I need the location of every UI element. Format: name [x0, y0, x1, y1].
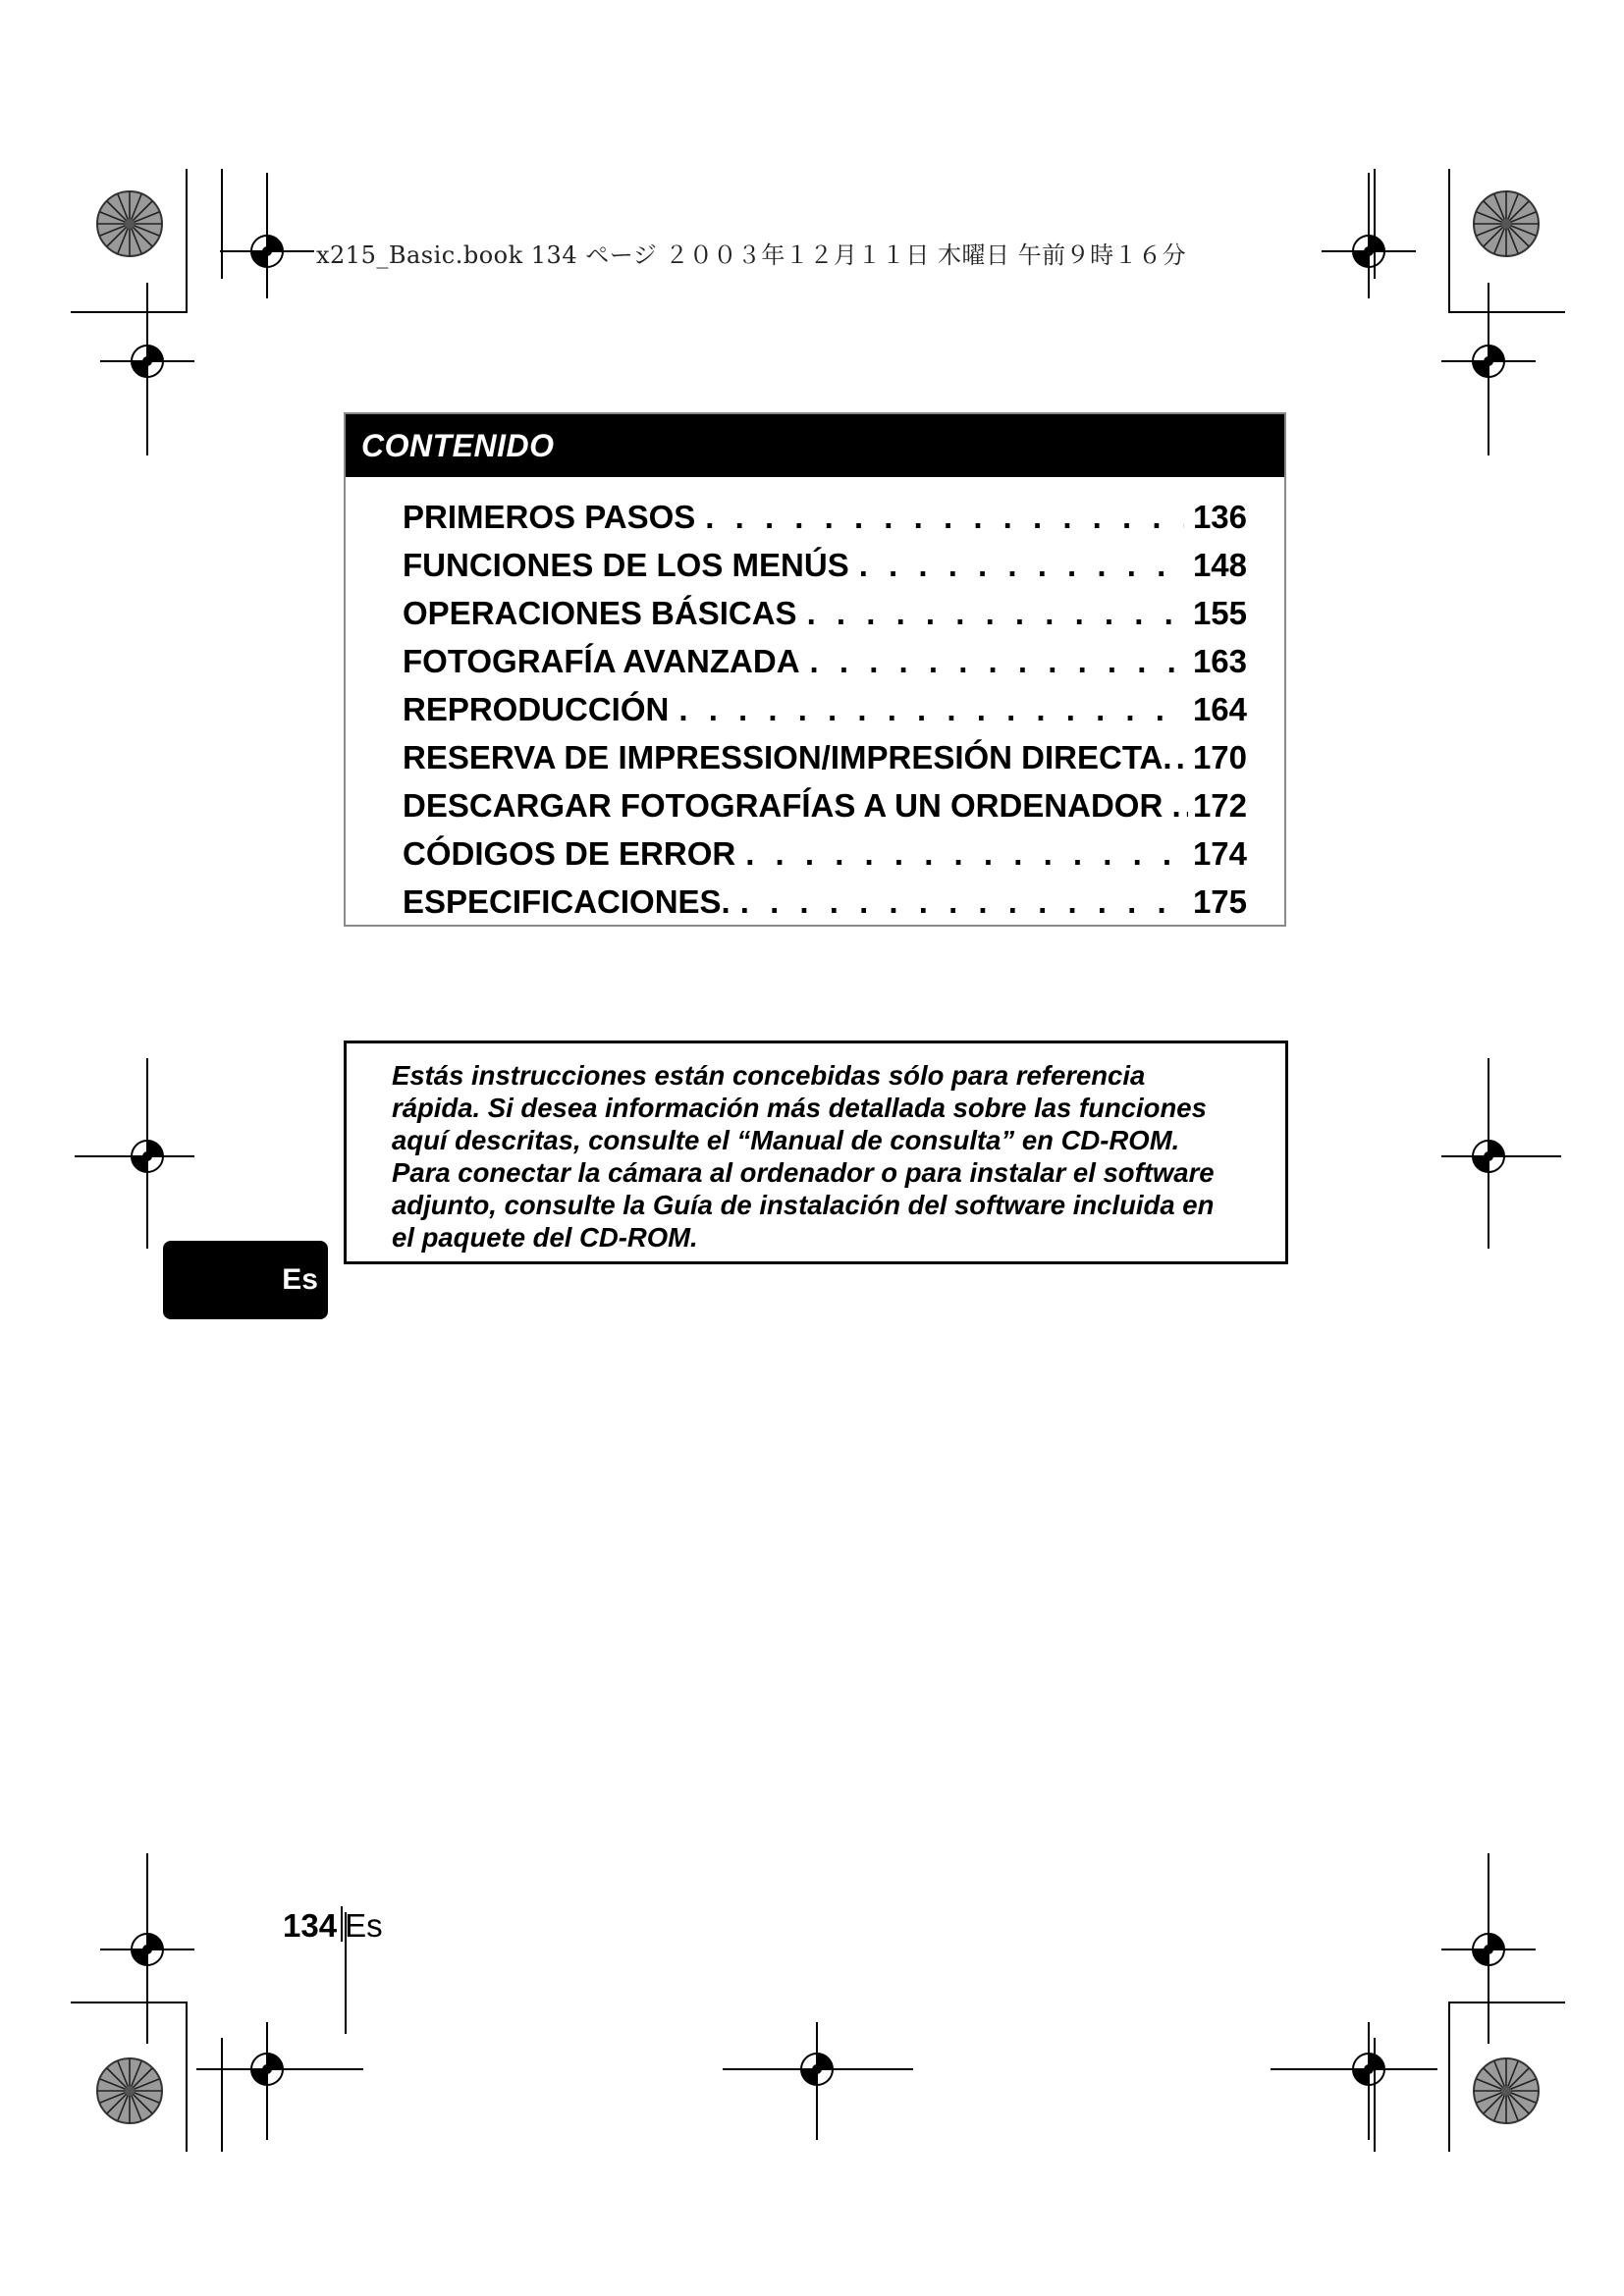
toc-entry[interactable] — [403, 733, 1247, 781]
toc-entry-page: 155 — [1192, 595, 1247, 631]
toc-entry-page: 175 — [1192, 883, 1247, 920]
toc-entry-label: DESCARGAR FOTOGRAFÍAS A UN ORDENADOR . — [403, 787, 1181, 824]
toc-entry[interactable] — [403, 589, 1247, 637]
toc-entry[interactable] — [403, 637, 1247, 685]
toc-entry-page: 174 — [1192, 835, 1247, 872]
dot-leader — [807, 589, 1184, 637]
toc-entry-label: REPRODUCCIÓN — [403, 691, 670, 727]
table-of-contents — [344, 412, 1286, 927]
dot-leader — [1176, 733, 1188, 781]
page-footer — [283, 1904, 383, 1948]
crosshair-target-icon — [220, 204, 314, 298]
dot-leader — [740, 878, 1184, 926]
toc-entry[interactable] — [403, 781, 1247, 829]
toc-entry-page: 163 — [1192, 643, 1247, 679]
dot-leader — [678, 685, 1184, 733]
language-tab: Es — [163, 1241, 328, 1319]
dot-leader — [1185, 781, 1188, 829]
dot-leader — [745, 829, 1184, 878]
toc-entry[interactable] — [403, 493, 1247, 541]
toc-entry-label: ESPECIFICACIONES. — [403, 883, 731, 920]
toc-entry-page: 164 — [1192, 691, 1247, 727]
toc-entry-page: 136 — [1192, 499, 1247, 535]
toc-entry-page: 172 — [1192, 787, 1247, 824]
toc-title: CONTENIDO — [346, 414, 1284, 477]
toc-list — [403, 493, 1247, 926]
page-number: 134 — [283, 1907, 338, 1944]
dot-leader — [810, 637, 1184, 685]
toc-entry-label: FOTOGRAFÍA AVANZADA — [403, 643, 800, 679]
toc-entry-label: CÓDIGOS DE ERROR — [403, 835, 736, 872]
dot-leader — [705, 493, 1184, 541]
toc-entry-label: FUNCIONES DE LOS MENÚS — [403, 547, 849, 583]
toc-entry-label: RESERVA DE IMPRESSION/IMPRESIÓN DIRECTA. — [403, 739, 1172, 775]
toc-entry-label: PRIMEROS PASOS — [403, 499, 696, 535]
footer-language: Es — [345, 1907, 383, 1944]
toc-entry-label: OPERACIONES BÁSICAS — [403, 595, 797, 631]
reference-note-text: Estás instrucciones están concebidas sólo para referencia rápida. Si desea información más detallada sobre las funciones aquí descritas, consulte el “Manual de consulta” en CD-ROM. Para conectar la cámara al ordenador o para instalar el software adjunto, consulte la Guía de instalación del software incluida en el paquete del CD-ROM. — [392, 1060, 1215, 1253]
toc-entry[interactable] — [403, 541, 1247, 589]
toc-entry[interactable] — [403, 878, 1247, 926]
toc-entry-page: 170 — [1192, 739, 1247, 775]
starburst-wheel-icon — [97, 191, 162, 256]
footer-divider — [341, 1906, 343, 1942]
dot-leader — [859, 541, 1184, 589]
toc-entry[interactable] — [403, 685, 1247, 733]
reference-note — [344, 1041, 1288, 1264]
toc-entry-page: 148 — [1192, 547, 1247, 583]
slug-line: x215_Basic.book 134 ページ ２００３年１２月１１日 木曜日 午前９時１６分 — [316, 241, 1187, 269]
toc-entry[interactable] — [403, 829, 1247, 878]
